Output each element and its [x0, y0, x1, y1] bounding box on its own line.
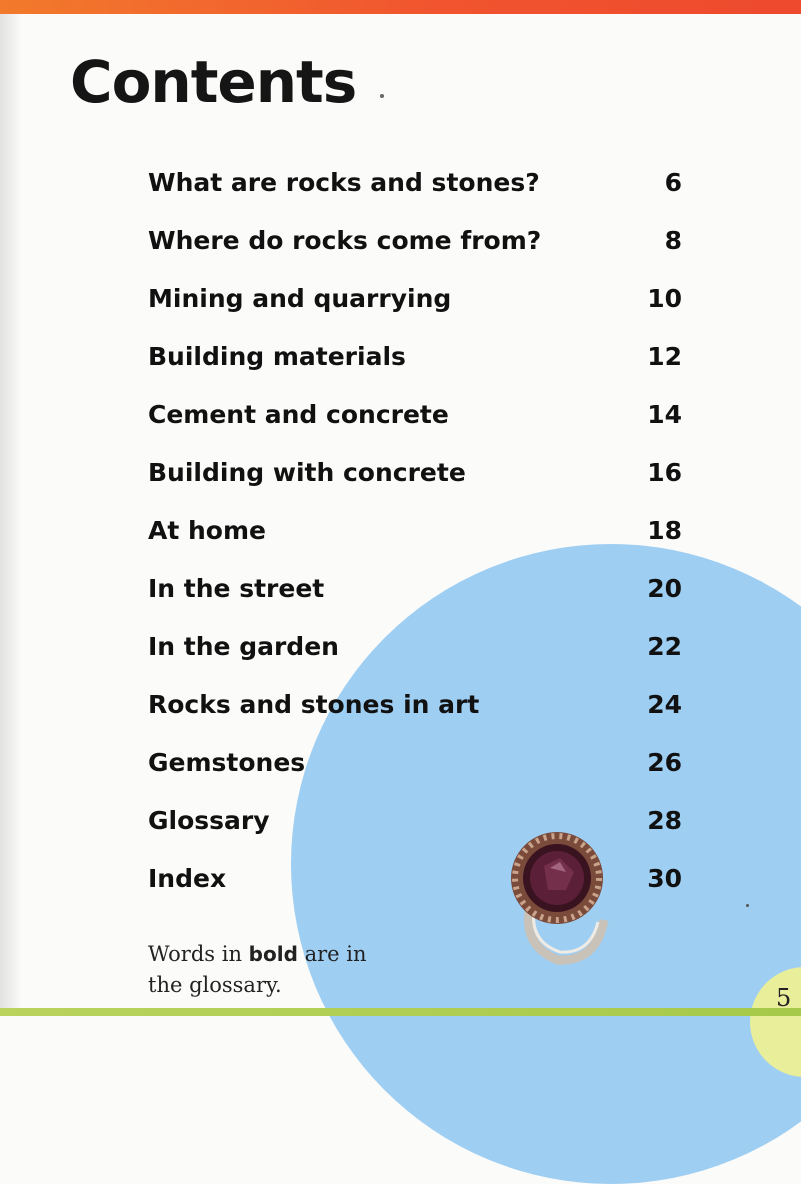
toc-label: Where do rocks come from? [148, 226, 542, 255]
toc-label: Building materials [148, 342, 406, 371]
title-dot [380, 94, 384, 98]
toc-entry[interactable] [148, 574, 682, 632]
toc-page: 16 [647, 458, 682, 487]
toc-label: Building with concrete [148, 458, 466, 487]
toc-page: 22 [647, 632, 682, 661]
toc-entry[interactable] [148, 400, 682, 458]
toc-entry[interactable] [148, 226, 682, 284]
toc-label: At home [148, 516, 266, 545]
toc-entry[interactable] [148, 516, 682, 574]
page-title: Contents [70, 48, 357, 116]
toc-label: In the garden [148, 632, 339, 661]
toc-page: 10 [647, 284, 682, 313]
toc-page: 18 [647, 516, 682, 545]
toc-label: Cement and concrete [148, 400, 449, 429]
glossary-note [148, 939, 368, 1001]
toc-label: Mining and quarrying [148, 284, 452, 313]
top-color-bar [0, 0, 801, 14]
toc-page: 14 [647, 400, 682, 429]
toc-entry[interactable] [148, 690, 682, 748]
toc-label: Glossary [148, 806, 270, 835]
toc-page: 20 [647, 574, 682, 603]
toc-entry[interactable] [148, 458, 682, 516]
toc-page: 12 [647, 342, 682, 371]
toc-label: Rocks and stones in art [148, 690, 480, 719]
note-bold-word: bold [248, 942, 298, 966]
toc-label: In the street [148, 574, 325, 603]
note-text-after: are in the glossary. [148, 942, 367, 997]
bottom-color-bar [0, 1008, 801, 1016]
toc-entry[interactable] [148, 284, 682, 342]
toc-page: 26 [647, 748, 682, 777]
toc-label: Index [148, 864, 227, 893]
book-spine-shadow [0, 14, 22, 1014]
toc-page: 8 [664, 226, 682, 255]
toc-entry[interactable] [148, 342, 682, 400]
toc-page: 30 [647, 864, 682, 893]
toc-label: Gemstones [148, 748, 306, 777]
toc-label: What are rocks and stones? [148, 168, 540, 197]
gemstone-ring-image [500, 828, 620, 968]
toc-page: 28 [647, 806, 682, 835]
note-text-before: Words in [148, 942, 249, 966]
toc-entry[interactable] [148, 748, 682, 806]
decorative-speck [746, 904, 749, 907]
toc-entry[interactable] [148, 168, 682, 226]
page-number: 5 [776, 984, 792, 1012]
toc-page: 6 [664, 168, 682, 197]
toc-page: 24 [647, 690, 682, 719]
toc-entry[interactable] [148, 632, 682, 690]
table-of-contents [148, 168, 682, 922]
